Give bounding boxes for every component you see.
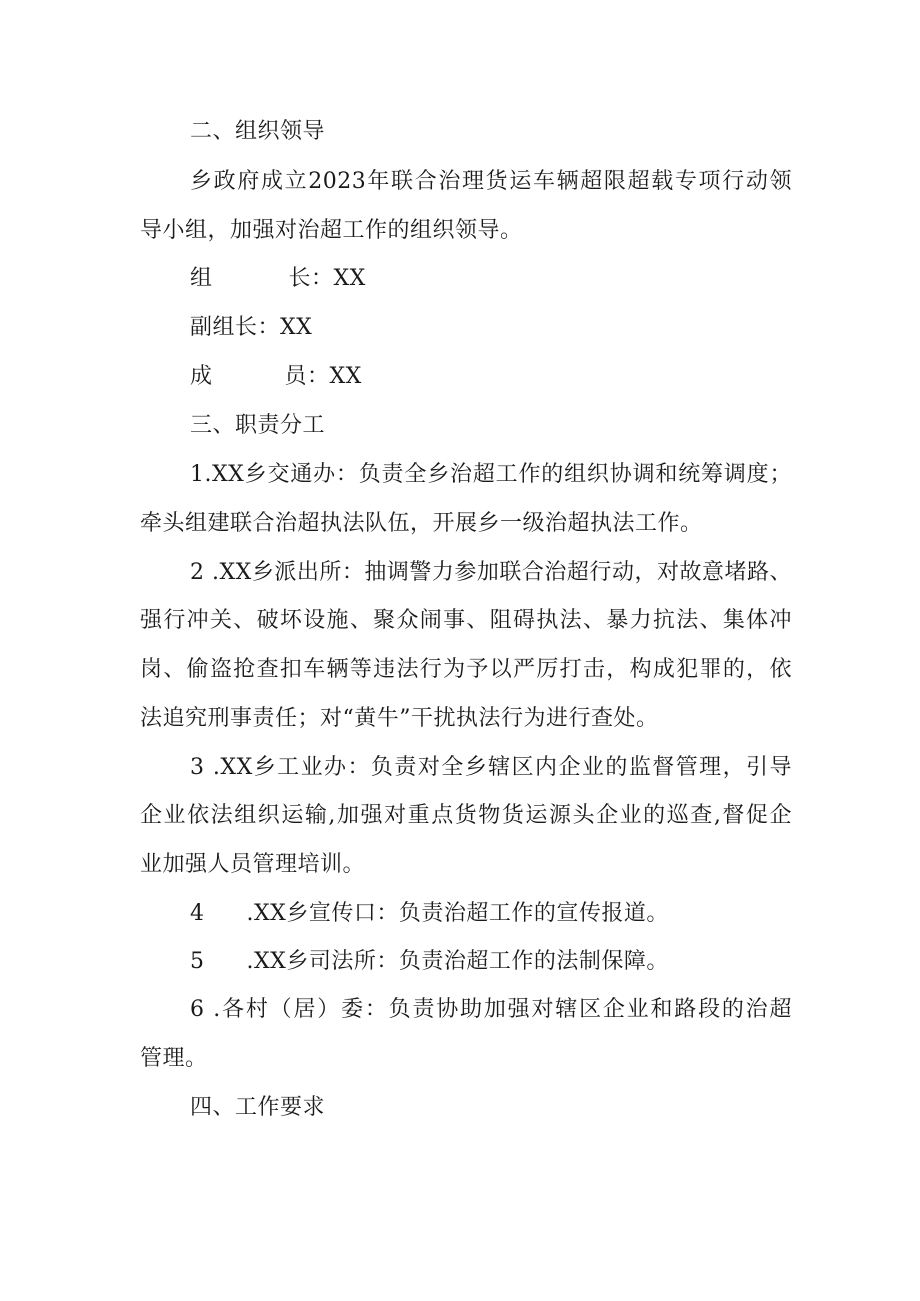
- item6-line1: 6 .各村（居）委：负责协助加强对辖区企业和路段的治超: [190, 997, 792, 1022]
- item4-number: 4: [190, 901, 205, 926]
- item5-number: 5: [190, 949, 205, 974]
- item3-line2: 企业依法组织运输,加强对重点货物货运源头企业的巡查,督促企: [140, 803, 792, 828]
- item3-line3: 业加强人员管理培训。: [140, 852, 366, 877]
- leader-line: [190, 263, 366, 295]
- item4-text: .XX乡宣传口：负责治超工作的宣传报道。: [246, 901, 669, 926]
- item4-line: [190, 898, 669, 930]
- item1-line2: 牵头组建联合治超执法队伍，开展乡一级治超执法工作。: [140, 511, 703, 536]
- members-line: [190, 361, 362, 393]
- item3-line1: 3 .XX乡工业办：负责对全乡辖区内企业的监督管理，引导: [190, 755, 792, 780]
- leader-label-a: 组: [190, 266, 213, 291]
- item2-line2: 强行冲关、破坏设施、聚众闹事、阻碍执法、暴力抗法、集体冲: [140, 608, 792, 633]
- members-label-a: 成: [190, 364, 213, 389]
- item5-line: [190, 946, 669, 978]
- members-label-b: 员：XX: [284, 364, 362, 389]
- item1-line1: 1.XX乡交通办：负责全乡治超工作的组织协调和统筹调度；: [190, 462, 792, 487]
- leader-label-b: 长：XX: [288, 266, 366, 291]
- item2-line4: 法追究刑事责任；对“黄牛”干扰执法行为进行查处。: [140, 706, 659, 731]
- item2-line3: 岗、偷盗抢查扣车辆等违法行为予以严厉打击，构成犯罪的，依: [140, 657, 792, 682]
- item2-line1: 2 .XX乡派出所：抽调警力参加联合治超行动，对故意堵路、: [190, 560, 792, 585]
- deputy-leader-line: 副组长：XX: [190, 315, 313, 340]
- section3-heading: 三、职责分工: [190, 413, 326, 438]
- section2-paragraph-line1: 乡政府成立2023年联合治理货运车辆超限超载专项行动领: [190, 169, 792, 194]
- section2-heading: 二、组织领导: [190, 119, 326, 144]
- section2-paragraph-line2: 导小组，加强对治超工作的组织领导。: [140, 218, 523, 243]
- item5-text: .XX乡司法所：负责治超工作的法制保障。: [246, 949, 669, 974]
- section4-heading: 四、工作要求: [190, 1095, 326, 1120]
- item6-line2: 管理。: [140, 1046, 208, 1071]
